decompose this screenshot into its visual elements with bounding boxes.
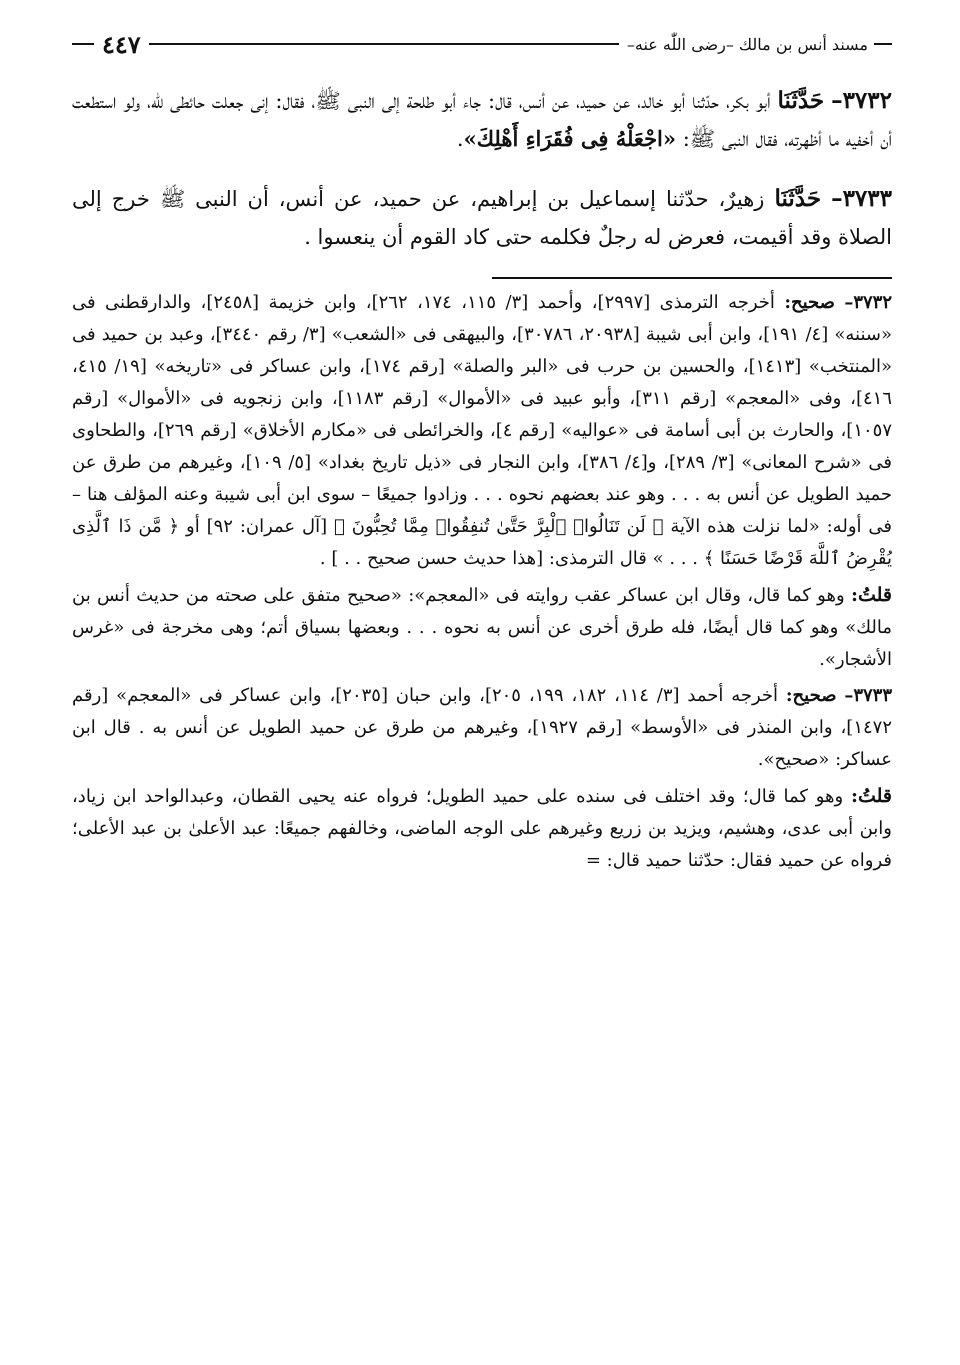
page-header (72, 22, 892, 66)
hadith-text: أبو بكر، حدّثنا أبو خالد، عن حميد، عن أنس، قال: جاء أبو طلحة إلى النبى ﷺ، فقال: إنى جعلت حائطى للّٰه، ولو استطعت أن أخفيه ما أظهرته، فقال النبى ﷺ: (72, 89, 892, 151)
header-rule (149, 43, 619, 45)
hadith-number: ٣٧٣٢– (831, 87, 892, 114)
qultu-label: قلتُ: (850, 584, 892, 606)
comment-text: وهو كما قال، وقال ابن عساكر عقب روايته فى «المعجم»: «صحيح متفق على صحته من حديث أنس بن مالك» وهو كما قال أيضًا، فله طرق أخرى عن أنس به نحوه . . . وبعضها بسياق أتم؛ وهى مخرجة فى «غرس الأشجار». (72, 585, 892, 670)
comment-3733 (72, 780, 892, 877)
hadith-opening: حَدَّثَنَا (777, 87, 825, 114)
header-rule-start (874, 43, 892, 45)
footnote-number: ٣٧٣٣– (844, 685, 893, 706)
footnote-3733 (72, 680, 892, 776)
running-head: مسند أنس بن مالك –رضى اللّٰه عنه– (626, 34, 868, 54)
footnote-text: [آل عمران: ٩٢] أو (186, 516, 328, 537)
hadith-end: . (456, 127, 464, 151)
header-rule-end (72, 43, 94, 45)
continuation-mark: = (585, 850, 601, 871)
hadith-opening: حَدَّثَنَا (774, 185, 822, 212)
footnote-3732 (72, 287, 892, 575)
book-page (72, 22, 892, 877)
comment-text: وهو كما قال؛ وقد اختلف فى سنده على حميد الطويل؛ فرواه عنه يحيى القطان، وعبدالواحد ابن زياد، وابن أبى عدى، وهشيم، ويزيد بن زريع وغيرهم على الوجه الماضى، وخالفهم جميعًا: عبد الأعلىٰ بن عبد الأعلى؛ فرواه عن حميد فقال: حدّثنا حميد قال: (72, 786, 892, 871)
footnote-text: أخرجه الترمذى [٢٩٩٧]، وأحمد [٣/ ١١٥، ١٧٤، ٢٦٢]، وابن خزيمة [٢٤٥٨]، والدارقطنى فى «سننه» [٤/ ١٩١]، وابن أبى شيبة [٢٠٩٣٨، ٣٠٧٨٦]، والبيهقى فى «الشعب» [٣/ رقم ٣٤٤٠]، وعبد بن حميد فى «المنتخب» [١٤١٣]، والحسين بن حرب فى «البر والصلة» [رقم ١٧٤]، وابن عساكر فى «تاريخه» [١٩/ ٤١٥، ٤١٦]، وفى «المعجم» [رقم ٣١١]، وأبو عبيد فى «الأموال» [رقم ١١٨٣]، وابن زنجويه فى «الأموال» [رقم ١٠٥٧]، والحارث بن أبى أسامة فى «عواليه» [رقم ٤]، والخرائطى فى «مكارم الأخلاق» [رقم ٢٦٩]، والطحاوى فى «شرح المعانى» [٣/ ٢٨٩]، و[٤/ ٣٨٦]، وابن النجار فى «ذيل تاريخ بغداد» [٥/ ١٠٩]، وغيرهم من طرق عن حميد الطويل عن أنس به . . . وهو عند بعضهم نحوه . . . وزادوا جميعًا – سوى ابن أبى شيبة وعنه المؤلف هنا – فى أوله: «لما نزلت هذه الآية (72, 292, 892, 537)
hadith-3732 (72, 82, 892, 158)
footnote-text: أخرجه أحمد [٣/ ١١٤، ١٨٢، ١٩٩، ٢٠٥]، وابن حبان [٢٠٣٥]، وابن عساكر فى «المعجم» [رقم ١٤٧٢]، وابن المنذر فى «الأوسط» [رقم ١٩٢٧]، وغيرهم من طرق عن حميد الطويل عن أنس به . قال ابن عساكر: «صحيح». (72, 685, 892, 770)
grade-label: صحيح: (784, 292, 835, 313)
quran-verse: ﴿ لَن تَنَالُوا۟ ٱلْبِرَّ حَتَّىٰ تُنفِقُوا۟ مِمَّا تُحِبُّونَ ﴾ (334, 516, 664, 537)
footnote-number: ٣٧٣٢– (844, 292, 893, 313)
hadith-text: زهيرٌ، حدّثنا إسماعيل بن إبراهيم، عن حميد، عن أنس، أن النبى ﷺ خرج إلى الصلاة وقد أقيمت، فعرض له رجلٌ فكلمه حتى كاد القوم أن ينعسوا . (72, 187, 892, 249)
comment-3732 (72, 579, 892, 676)
hadith-3733 (72, 180, 892, 256)
qultu-label: قلتُ: (850, 785, 892, 807)
grade-label: صحيح: (785, 685, 837, 706)
footnote-text: . . . » قال الترمذى: [هذا حديث حسن صحيح . . ] . (319, 548, 698, 569)
prophetic-saying: «اجْعَلْهُ فِى فُقَرَاءِ أَهْلِكَ» (463, 126, 677, 151)
footnote-separator (492, 277, 892, 279)
page-number: ٤٤٧ (102, 29, 141, 59)
quran-verse: ﴿ مَّن ذَا ٱلَّذِى يُقْرِضُ ٱللَّهَ قَرْضًا حَسَنًا ﴾ (72, 516, 892, 569)
hadith-number: ٣٧٣٣– (831, 185, 892, 212)
